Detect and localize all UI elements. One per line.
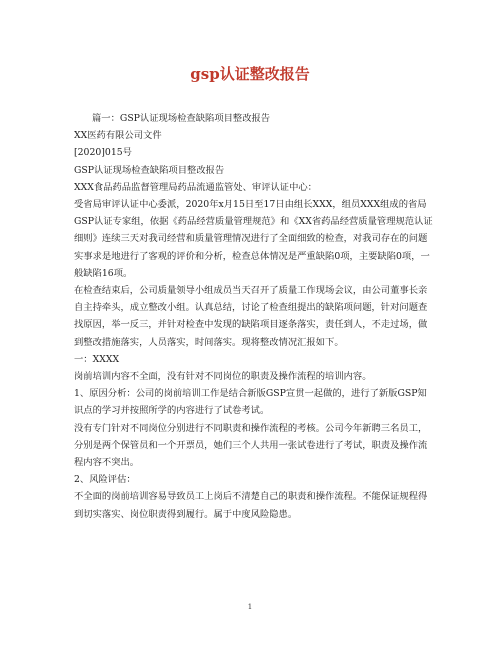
company-name: XX医药有限公司文件 [74,130,162,142]
recipient-line: XXX食品药品监督管理局药品流通监管处、审评认证中心： [74,181,317,193]
inspection-summary-paragraph: 受省局审评认证中心委派，2020年x月15日至17日由组长XXX，组员XXX组成的省局GSP认证专家组，依据《药品经营质量管理规范》和《XX省药品经营质量管理规范认证细则》连续三天对我司经营和质量管理情况进行了全面细致的检查，对我司存在的问题实事求是地进行了客观的评价和分析，检查总体情况是严重缺陷0项，主要缺陷0项，一般缺陷16项。 [74,199,433,279]
page-number: 1 [247,603,253,611]
document-title: gsp认证整改报告 [190,65,310,83]
risk-assessment-paragraph: 不全面的岗前培训容易导致员工上岗后不清楚自己的职责和操作流程。不能保证规程得到切实落实、岗位职责得到履行。属于中度风险隐患。 [74,491,428,520]
cause-detail-paragraph: 没有专门针对不同岗位分别进行不同职责和操作流程的考核。公司今年新聘三名员工，分别是两个保管员和一个开票员，她们三个人共用一张试卷进行了考试，职责及操作流程内容不突出。 [74,422,428,469]
defect-description: 岗前培训内容不全面，没有针对不同岗位的职责及操作流程的培训内容。 [74,371,372,383]
item-heading: 一：XXXX [74,353,120,365]
rectification-intro-paragraph: 在检查结束后，公司质量领导小组成员当天召开了质量工作现场会议，由公司董事长亲自主持牵头，成立整改小组。认真总结，讨论了检查组提出的缺陷项问题，针对问题查找原因，举一反三，并针对检查中发现的缺陷项目逐条落实，责任到人，不走过场，做到整改措施落实，人员落实，时间落实。现将整改情况汇报如下。 [74,285,428,348]
cause-analysis-paragraph: 1、原因分析：公司的岗前培训工作是结合新版GSP宣贯一起做的，进行了新版GSP知识点的学习并按照所学的内容进行了试卷考试。 [74,388,427,417]
document-number: [2020]015号 [74,147,132,159]
risk-assessment-heading: 2、风险评估： [74,474,136,486]
document-body [74,110,436,523]
section-heading: 篇一：GSP认证现场检查缺陷项目整改报告 [92,113,271,124]
report-title: GSP认证现场检查缺陷项目整改报告 [74,164,225,176]
